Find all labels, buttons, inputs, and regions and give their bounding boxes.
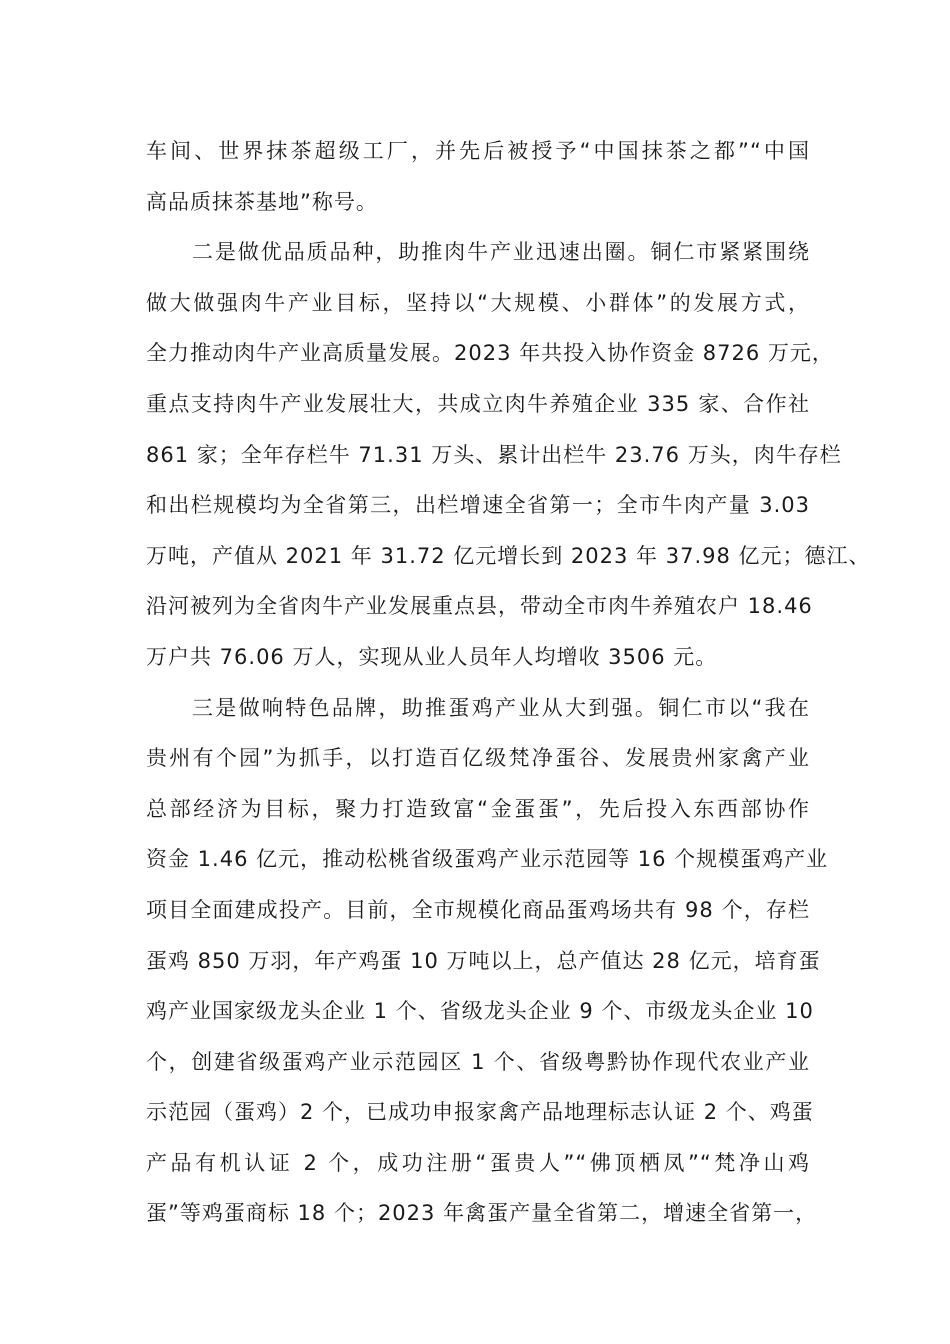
- paragraph-2-line-3: 全力推动肉牛产业高质量发展。2023 年共投入协作资金 8726 万元，: [146, 341, 834, 366]
- paragraph-2-line-5: 861 家；全年存栏牛 71.31 万头、累计出栏牛 23.76 万头，肉牛存栏: [146, 442, 842, 467]
- paragraph-3-line-5: 项目全面建成投产。目前，全市规模化商品蛋鸡场共有 98 个，存栏: [146, 897, 810, 922]
- paragraph-3-line-6: 蛋鸡 850 万羽，年产鸡蛋 10 万吨以上，总产值达 28 亿元，培育蛋: [146, 948, 821, 973]
- paragraph-3-line-2: 贵州有个园”为抓手，以打造百亿级梵净蛋谷、发展贵州家禽产业: [146, 746, 810, 771]
- paragraph-2-line-4: 重点支持肉牛产业发展壮大，共成立肉牛养殖企业 335 家、合作社: [146, 391, 810, 416]
- paragraph-2-line-2: 做大做强肉牛产业目标，坚持以“大规模、小群体”的发展方式，: [146, 290, 810, 315]
- paragraph-2-line-1: 二是做优品质品种，助推肉牛产业迅速出圈。铜仁市紧紧围绕: [192, 240, 810, 265]
- paragraph-1-line-2: 高品质抹茶基地”称号。: [146, 189, 378, 214]
- paragraph-2-line-7: 万吨，产值从 2021 年 31.72 亿元增长到 2023 年 37.98 亿元；德江、: [146, 543, 871, 568]
- paragraph-3-line-8: 个，创建省级蛋鸡产业示范园区 1 个、省级粤黔协作现代农业产业: [146, 1049, 810, 1074]
- paragraph-3-line-9: 示范园（蛋鸡）2 个，已成功申报家禽产品地理标志认证 2 个、鸡蛋: [146, 1100, 814, 1125]
- paragraph-2-line-6: 和出栏规模均为全省第三，出栏增速全省第一；全市牛肉产量 3.03: [146, 493, 810, 518]
- paragraph-3-line-7: 鸡产业国家级龙头企业 1 个、省级龙头企业 9 个、市级龙头企业 10: [146, 999, 814, 1024]
- paragraph-3-line-11: 蛋”等鸡蛋商标 18 个；2023 年禽蛋产量全省第二，增速全省第一，: [146, 1201, 818, 1226]
- paragraph-2-line-9: 万户共 76.06 万人，实现从业人员年人均增收 3506 元。: [146, 644, 718, 669]
- paragraph-3-line-4: 资金 1.46 亿元，推动松桃省级蛋鸡产业示范园等 16 个规模蛋鸡产业: [146, 847, 829, 872]
- paragraph-2-line-8: 沿河被列为全省肉牛产业发展重点县，带动全市肉牛养殖农户 18.46: [146, 594, 813, 619]
- paragraph-3-line-1: 三是做响特色品牌，助推蛋鸡产业从大到强。铜仁市以“我在: [192, 695, 810, 720]
- document-body: [146, 126, 871, 1239]
- paragraph-1-line-1: 车间、世界抹茶超级工厂，并先后被授予“中国抹茶之都”“中国: [146, 139, 810, 163]
- paragraph-3-line-3: 总部经济为目标，聚力打造致富“金蛋蛋”，先后投入东西部协作: [146, 796, 810, 821]
- paragraph-3-line-10: 产品有机认证 2 个，成功注册“蛋贵人”“佛顶栖凤”“梵净山鸡: [146, 1150, 810, 1175]
